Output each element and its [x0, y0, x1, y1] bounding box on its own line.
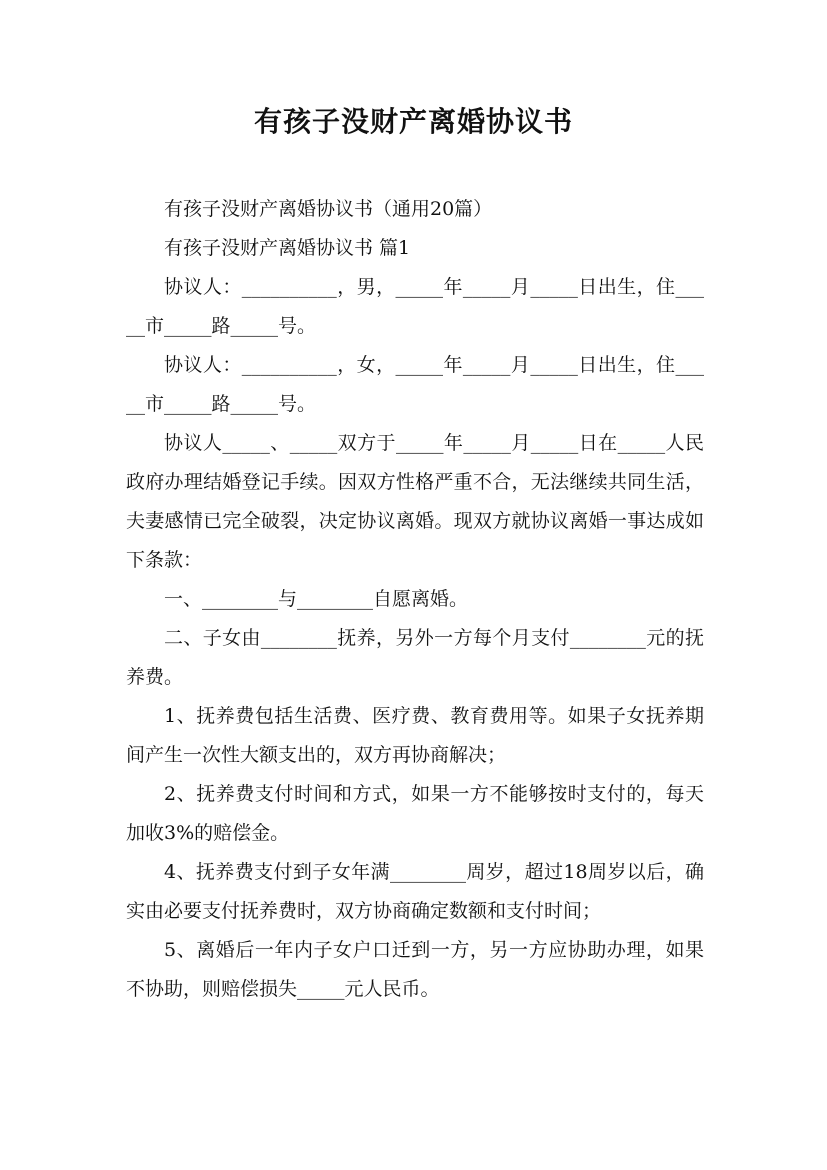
document-body: [126, 190, 704, 1009]
paragraph-party-male: 协议人：__________，男，_____年_____月_____日出生，住_____市_____路_____号。: [126, 276, 704, 337]
paragraph-item-4: 4、抚养费支付到子女年满________周岁，超过18周岁以后，确实由必要支付抚养费时，双方协商确定数额和支付时间；: [126, 861, 704, 922]
paragraph-item-1: 1、抚养费包括生活费、医疗费、教育费用等。如果子女抚养期间产生一次性大额支出的，双方再协商解决；: [126, 705, 704, 766]
paragraph-subtitle: 有孩子没财产离婚协议书（通用20篇）: [164, 198, 493, 220]
paragraph-party-female: 协议人：__________，女，_____年_____月_____日出生，住_____市_____路_____号。: [126, 354, 704, 415]
document-title: 有孩子没财产离婚协议书: [253, 105, 573, 138]
paragraph-marriage-statement: 协议人_____、_____双方于_____年_____月_____日在_____人民政府办理结婚登记手续。因双方性格严重不合，无法继续共同生活，夫妻感情已完全破裂，决定协议离婚。现双方就协议离婚一事达成如下条款：: [126, 432, 704, 571]
paragraph-section-heading: 有孩子没财产离婚协议书 篇1: [164, 237, 411, 259]
paragraph-clause-2: 二、子女由________抚养，另外一方每个月支付________元的抚养费。: [126, 627, 704, 688]
paragraph-item-5: 5、离婚后一年内子女户口迁到一方，另一方应协助办理，如果不协助，则赔偿损失_____元人民币。: [126, 939, 704, 1000]
paragraph-clause-1: 一、________与________自愿离婚。: [164, 588, 469, 610]
paragraph-item-2: 2、抚养费支付时间和方式，如果一方不能够按时支付的，每天加收3%的赔偿金。: [126, 783, 704, 844]
